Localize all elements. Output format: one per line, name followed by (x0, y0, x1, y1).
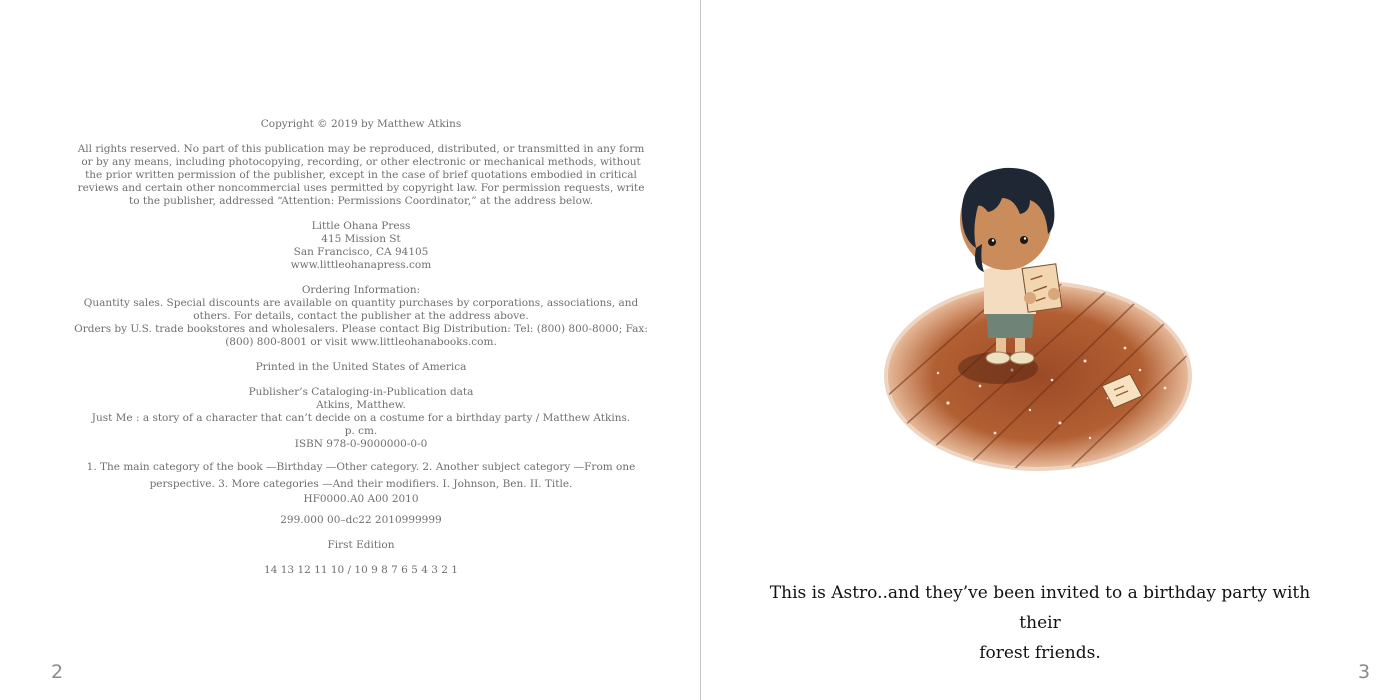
ordering-heading: Ordering Information: (301, 284, 421, 296)
page-number-right: 3 (1358, 661, 1371, 683)
publisher-web: www.littleohanapress.com (290, 259, 432, 271)
cip-heading: Publisher’s Cataloging-in-Publication data (248, 386, 474, 398)
edition-line: First Edition (327, 539, 395, 551)
cip-class2: 299.000 00–dc22 2010999999 (280, 514, 442, 526)
copyright-line: Copyright © 2019 by Matthew Atkins (260, 118, 462, 130)
publisher-name: Little Ohana Press (311, 220, 411, 232)
ordering-quantity: Quantity sales. Special discounts are available on quantity purchases by corporations, associations, and others. For details, contact the publisher at the address above. (83, 297, 639, 322)
story-line-1: This is Astro..and they’ve been invited to a birthday party with their (769, 583, 1311, 633)
publisher-city: San Francisco, CA 94105 (293, 246, 429, 258)
story-line-2: forest friends. (979, 643, 1101, 663)
cip-isbn: ISBN 978-0-9000000-0-0 (294, 438, 428, 450)
copyright-block (72, 118, 650, 577)
cip-pcm: p. cm. (344, 425, 378, 437)
printing-line: 14 13 12 11 10 / 10 9 8 7 6 5 4 3 2 1 (264, 564, 458, 576)
page-number-left: 2 (51, 661, 64, 683)
rights-paragraph: All rights reserved. No part of this publication may be reproduced, distributed, or transmitted in any form or by any means, including photocopying, recording, or other electronic or mechanical methods, without the prior written permission of the publisher, except in the case of brief quotations embodied in critical reviews and certain other noncommercial uses permitted by copyright law. For permission requests, write to the publisher, addressed “Attention: Permissions Coordinator,” at the address below. (77, 143, 645, 207)
story-text (760, 578, 1320, 668)
cip-author: Atkins, Matthew. (316, 399, 406, 411)
cip-subjects: 1. The main category of the book —Birthday —Other category. 2. Another subject category —From one perspective. 3. More categories —And their modifiers. I. Johnson, Ben. II. Title. (86, 461, 636, 490)
astro-illustration (880, 148, 1200, 478)
ordering-trade: Orders by U.S. trade bookstores and wholesalers. Please contact Big Distribution: Tel: (800) 800-8000; Fax: (800) 800-8001 or visit www.littleohanabooks.com. (74, 323, 648, 348)
publisher-street: 415 Mission St (321, 233, 401, 245)
printed-line: Printed in the United States of America (255, 361, 467, 373)
cip-class1: HF0000.A0 A00 2010 (303, 493, 419, 505)
cip-title: Just Me : a story of a character that can’t decide on a costume for a birthday party / Matthew Atkins. (91, 412, 631, 424)
